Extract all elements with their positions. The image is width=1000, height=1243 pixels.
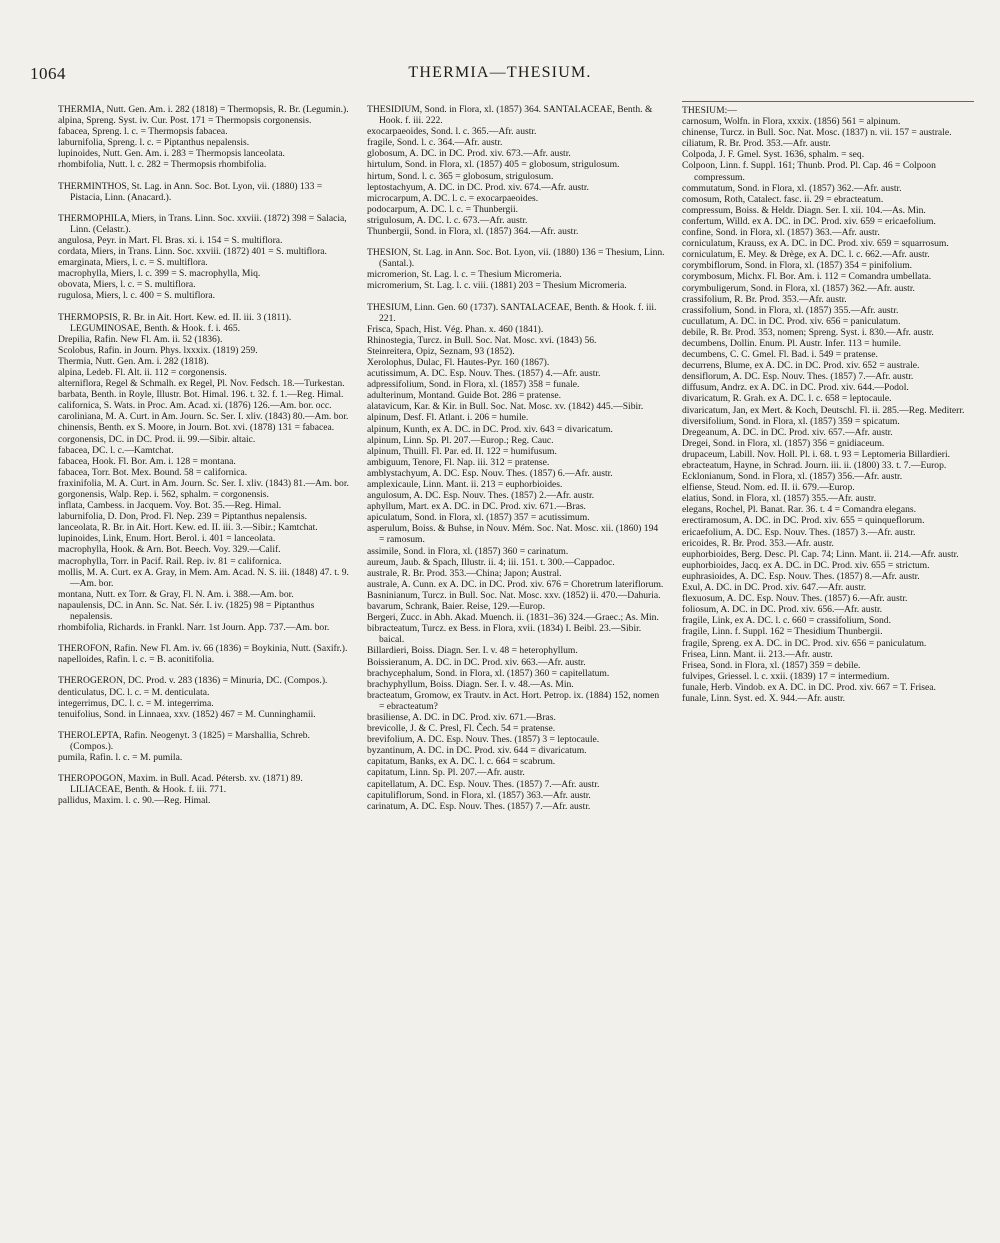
- species-entry: euphorbioides, Jacq. ex A. DC. in DC. Prod. xiv. 655 = strictum.: [682, 559, 930, 571]
- genus-entry: THESIDIUM, Sond. in Flora, xl. (1857) 364. SANTALACEAE, Benth. & Hook. f. iii. 222.: [367, 104, 653, 127]
- species-entry: funale, Linn. Syst. ed. X. 944.—Afr. austr.: [682, 692, 846, 704]
- species-entry: assimile, Sond. in Flora, xl. (1857) 360 = carinatum.: [367, 545, 569, 557]
- species-entry: alpinum, Kunth, ex A. DC. in DC. Prod. xiv. 643 = divaricatum.: [367, 423, 613, 435]
- species-entry: densiflorum, A. DC. Esp. Nouv. Thes. (1857) 7.—Afr. austr.: [682, 371, 914, 383]
- species-entry: Thunbergii, Sond. in Flora, xl. (1857) 364.—Afr. austr.: [367, 226, 579, 238]
- running-head: THERMIA—THESIUM.: [408, 64, 592, 81]
- species-entry: byzantinum, A. DC. in DC. Prod. xiv. 644 = divaricatum.: [367, 745, 587, 757]
- genus-entry: THEROPOGON, Maxim. in Bull. Acad. Pétersb. xv. (1871) 89. LILIACEAE, Benth. & Hook. f. iii. 771.: [58, 773, 303, 796]
- species-entry: brachycephalum, Sond. in Flora, xl. (1857) 360 = capitellatum.: [367, 667, 610, 679]
- genus-entry: THEROFON, Rafin. New Fl. Am. iv. 66 (1836) = Boykinia, Nutt. (Saxifr.).: [58, 643, 348, 655]
- species-entry: fabacea, Spreng. l. c. = Thermopsis fabacea.: [58, 126, 228, 138]
- species-entry: Rhinostegia, Turcz. in Bull. Soc. Nat. Mosc. xvi. (1843) 56.: [367, 334, 597, 346]
- species-entry: fragile, Link, ex A. DC. l. c. 660 = crassifolium, Sond.: [682, 615, 891, 627]
- genus-entry: THESIUM, Linn. Gen. 60 (1737). SANTALACEAE, Benth. & Hook. f. iii. 221.: [367, 301, 657, 324]
- species-entry: Frisca, Spach, Hist. Vég. Phan. x. 460 (1841).: [367, 323, 544, 335]
- species-entry: Ecklonianum, Sond. in Flora, xl. (1857) 356.—Afr. austr.: [682, 471, 903, 483]
- species-entry: australe, A. Cunn. ex A. DC. in DC. Prod. xiv. 676 = Choretrum lateriflorum.: [367, 578, 664, 590]
- page-number: 1064: [30, 64, 66, 83]
- species-entry: aureum, Jaub. & Spach, Illustr. ii. 4; iii. 151. t. 300.—Cappadoc.: [367, 556, 615, 568]
- species-entry: amblystachyum, A. DC. Esp. Nouv. Thes. (1857) 6.—Afr. austr.: [367, 467, 613, 479]
- species-entry: adpressifolium, Sond. in Flora, xl. (1857) 358 = funale.: [367, 379, 580, 391]
- species-entry: confertum, Willd. ex A. DC. in DC. Prod. xiv. 659 = ericaefolium.: [682, 215, 936, 227]
- species-entry: barbata, Benth. in Royle, Illustr. Bot. Himal. 196. t. 32. f. 1.—Reg. Himal.: [58, 389, 344, 401]
- species-entry: inflata, Cambess. in Jacquem. Voy. Bot. 35.—Reg. Himal.: [58, 500, 282, 512]
- species-entry: bracteatum, Gromow, ex Trautv. in Act. Hort. Petrop. ix. (1884) 152, nomen = ebracteatum?: [367, 689, 660, 712]
- species-entry: fulvipes, Griessel. l. c. xxii. (1839) 17 = intermedium.: [682, 670, 890, 682]
- species-entry: corymbuligerum, Sond. in Flora, xl. (1857) 362.—Afr. austr.: [682, 282, 915, 294]
- species-entry: emarginata, Miers, l. c. = S. multiflora.: [58, 257, 208, 269]
- species-entry: Bergeri, Zucc. in Abh. Akad. Muench. ii. (1831–36) 324.—Graec.; As. Min.: [367, 612, 659, 624]
- species-entry: confine, Sond. in Flora, xl. (1857) 363.—Afr. austr.: [682, 227, 880, 239]
- species-entry: pallidus, Maxim. l. c. 90.—Reg. Himal.: [58, 795, 211, 807]
- species-entry: globosum, A. DC. in DC. Prod. xiv. 673.—Afr. austr.: [367, 148, 571, 160]
- species-entry: capitatum, Banks, ex A. DC. l. c. 664 = scabrum.: [367, 756, 556, 768]
- species-entry: Steinreitera, Opiz, Seznam, 93 (1852).: [367, 345, 515, 357]
- species-entry: chinense, Turcz. in Bull. Soc. Nat. Mosc. (1837) n. vii. 157 = australe.: [682, 127, 952, 139]
- species-entry: Dregei, Sond. in Flora, xl. (1857) 356 = gnidiaceum.: [682, 437, 885, 449]
- column-2: [367, 104, 665, 1194]
- species-entry: hirtulum, Sond. in Flora, xl. (1857) 405 = globosum, strigulosum.: [367, 159, 620, 171]
- species-entry: corniculatum, Krauss, ex A. DC. in DC. Prod. xiv. 659 = squarrosum.: [682, 238, 949, 250]
- species-entry: foliosum, A. DC. in DC. Prod. xiv. 656.—Afr. austr.: [682, 604, 883, 616]
- species-entry: rhombifolia, Nutt. l. c. 282 = Thermopsis rhombifolia.: [58, 159, 267, 171]
- species-entry: fabacea, Torr. Bot. Mex. Bound. 58 = californica.: [58, 466, 248, 478]
- species-entry: Scolobus, Rafin. in Journ. Phys. lxxxix. (1819) 259.: [58, 344, 258, 356]
- species-entry: drupaceum, Labill. Nov. Holl. Pl. i. 68. t. 93 = Leptomeria Billardieri.: [682, 448, 951, 460]
- species-entry: australe, R. Br. Prod. 353.—China; Japon; Austral.: [367, 567, 562, 579]
- species-entry: exocarpaeoides, Sond. l. c. 365.—Afr. austr.: [367, 126, 537, 138]
- species-entry: Drepilia, Rafin. New Fl. Am. ii. 52 (1836).: [58, 333, 223, 345]
- species-entry: crassifolium, Sond. in Flora, xl. (1857) 355.—Afr. austr.: [682, 304, 899, 316]
- species-entry: podocarpum, A. DC. l. c. = Thunbergii.: [367, 203, 519, 215]
- species-entry: divaricatum, Jan, ex Mert. & Koch, Deutschl. Fl. ii. 285.—Reg. Mediterr.: [682, 404, 965, 416]
- species-entry: Dregeanum, A. DC. in DC. Prod. xiv. 657.—Afr. austr.: [682, 426, 893, 438]
- species-entry: hirtum, Sond. l. c. 365 = globosum, strigulosum.: [367, 170, 554, 182]
- genus-entry: THERMOPSIS, R. Br. in Ait. Hort. Kew. ed. II. iii. 3 (1811). LEGUMINOSAE, Benth. & Hook. f. i. 465.: [58, 311, 292, 334]
- species-entry: divaricatum, R. Grah. ex A. DC. l. c. 658 = leptocaule.: [682, 393, 892, 405]
- species-entry: alterniflora, Regel & Schmalh. ex Regel, Pl. Nov. Fedsch. 18.—Turkestan.: [58, 378, 345, 390]
- species-entry: rugulosa, Miers, l. c. 400 = S. multiflora.: [58, 290, 216, 302]
- species-entry: adulterinum, Montand. Guide Bot. 286 = pratense.: [367, 390, 562, 402]
- species-entry: debile, R. Br. Prod. 353, nomen; Spreng. Syst. i. 830.—Afr. austr.: [682, 326, 934, 338]
- species-entry: commutatum, Sond. in Flora, xl. (1857) 362.—Afr. austr.: [682, 182, 902, 194]
- species-entry: alatavicum, Kar. & Kir. in Bull. Soc. Nat. Mosc. xv. (1842) 445.—Sibir.: [367, 401, 644, 413]
- species-entry: napelloides, Rafin. l. c. = B. aconitifolia.: [58, 654, 215, 666]
- species-entry: macrophylla, Hook. & Arn. Bot. Beech. Voy. 329.—Calif.: [58, 544, 281, 556]
- species-entry: corniculatum, E. Mey. & Drège, ex A. DC. l. c. 662.—Afr. austr.: [682, 249, 930, 261]
- species-entry: bibracteatum, Turcz. ex Bess. in Flora, xvii. (1834) I. Beibl. 23.—Sibir. baical.: [367, 623, 642, 646]
- species-entry: Exul, A. DC. in DC. Prod. xiv. 647.—Afr. austr.: [682, 582, 867, 594]
- species-entry: lupinoides, Link, Enum. Hort. Berol. i. 401 = lanceolata.: [58, 533, 276, 545]
- species-entry: ericoides, R. Br. Prod. 353.—Afr. austr.: [682, 537, 834, 549]
- species-entry: Thermia, Nutt. Gen. Am. i. 282 (1818).: [58, 355, 209, 367]
- species-entry: angulosa, Peyr. in Mart. Fl. Bras. xi. i. 154 = S. multiflora.: [58, 234, 283, 246]
- species-entry: obovata, Miers, l. c. = S. multiflora.: [58, 279, 196, 291]
- species-entry: capitellatum, A. DC. Esp. Nouv. Thes. (1857) 7.—Afr. austr.: [367, 778, 600, 790]
- species-entry: decurrens, Blume, ex A. DC. in DC. Prod. xiv. 652 = australe.: [682, 360, 920, 372]
- species-entry: Xerolophus, Dulac, Fl. Hautes-Pyr. 160 (1867).: [367, 356, 550, 368]
- species-entry: euphrasioides, A. DC. Esp. Nouv. Thes. (1857) 8.—Afr. austr.: [682, 570, 920, 582]
- species-entry: macrophylla, Miers, l. c. 399 = S. macrophylla, Miq.: [58, 268, 261, 280]
- species-entry: acutissimum, A. DC. Esp. Nouv. Thes. (1857) 4.—Afr. austr.: [367, 368, 601, 380]
- species-entry: ebracteatum, Hayne, in Schrad. Journ. iii. ii. (1800) 33. t. 7.—Europ.: [682, 460, 947, 471]
- species-entry: micromerium, St. Lag. l. c. viii. (1881) 203 = Thesium Micromeria.: [367, 280, 627, 292]
- species-entry: napaulensis, DC. in Ann. Sc. Nat. Sér. I. iv. (1825) 98 = Piptanthus nepalensis.: [58, 599, 315, 623]
- species-entry: caroliniana, M. A. Curt. in Am. Journ. Sc. Ser. I. xliv. (1843) 80.—Am. bor.: [58, 411, 349, 423]
- species-entry: Boissieranum, A. DC. in DC. Prod. xiv. 663.—Afr. austr.: [367, 656, 586, 668]
- species-entry: Frisea, Sond. in Flora, xl. (1857) 359 = debile.: [682, 659, 861, 671]
- species-entry: brachyphyllum, Boiss. Diagn. Ser. I. v. 48.—As. Min.: [367, 678, 574, 690]
- genus-entry: THERMIA, Nutt. Gen. Am. i. 282 (1818) = Thermopsis, R. Br. (Legumin.).: [58, 104, 349, 115]
- species-entry: capitatum, Linn. Sp. Pl. 207.—Afr. austr.: [367, 767, 525, 779]
- species-entry: fabacea, DC. l. c.—Kamtchat.: [58, 444, 174, 456]
- species-entry: lanceolata, R. Br. in Ait. Hort. Kew. ed. II. iii. 3.—Sibir.; Kamtchat.: [58, 522, 318, 534]
- species-entry: brasiliense, A. DC. in DC. Prod. xiv. 671.—Bras.: [367, 711, 556, 723]
- species-entry: fraxinifolia, M. A. Curt. in Am. Journ. Sc. Ser. I. xliv. (1843) 81.—Am. bor.: [58, 477, 349, 489]
- species-entry: diversifolium, Sond. in Flora, xl. (1857) 359 = spicatum.: [682, 415, 900, 427]
- species-entry: strigulosum, A. DC. l. c. 673.—Afr. austr.: [367, 214, 528, 226]
- species-entry: brevifolium, A. DC. Esp. Nouv. Thes. (1857) 3 = leptocaule.: [367, 734, 600, 746]
- species-entry: bavarum, Schrank, Baier. Reise, 129.—Europ.: [367, 601, 545, 613]
- species-entry: fragile, Sond. l. c. 364.—Afr. austr.: [367, 137, 503, 149]
- species-entry: carnosum, Wolfn. in Flora, xxxix. (1856) 561 = alpinum.: [682, 116, 901, 128]
- species-entry: elatius, Sond. in Flora, xl. (1857) 355.—Afr. austr.: [682, 493, 876, 505]
- species-entry: ericaefolium, A. DC. Esp. Nouv. Thes. (1857) 3.—Afr. austr.: [682, 526, 916, 538]
- species-entry: californica, S. Wats. in Proc. Am. Acad. xi. (1876) 126.—Am. bor. occ.: [58, 400, 332, 412]
- species-entry: montana, Nutt. ex Torr. & Gray, Fl. N. Am. i. 388.—Am. bor.: [58, 588, 294, 600]
- species-entry: apiculatum, Sond. in Flora, xl. (1857) 357 = acutissimum.: [367, 512, 590, 524]
- species-entry: fragile, Spreng. ex A. DC. in DC. Prod. xiv. 656 = paniculatum.: [682, 637, 927, 649]
- species-entry: flexuosum, A. DC. Esp. Nouv. Thes. (1857) 6.—Afr. austr.: [682, 593, 908, 605]
- species-entry: erectiramosum, A. DC. in DC. Prod. xiv. 655 = quinqueflorum.: [682, 515, 925, 527]
- species-entry: angulosum, A. DC. Esp. Nouv. Thes. (1857) 2.—Afr. austr.: [367, 490, 595, 502]
- species-entry: cordata, Miers, in Trans. Linn. Soc. xxviii. (1872) 401 = S. multiflora.: [58, 246, 327, 258]
- species-entry: funale, Herb. Vindob. ex A. DC. in DC. Prod. xiv. 667 = T. Frisea.: [682, 681, 936, 693]
- species-entry: brevicolle, J. & C. Presl, Fl. Čech. 54 = pratense.: [367, 723, 556, 735]
- species-entry: capituliflorum, Sond. in Flora, xl. (1857) 363.—Afr. austr.: [367, 789, 591, 801]
- genus-entry: THESIUM:—: [682, 105, 737, 116]
- species-entry: carinatum, A. DC. Esp. Nouv. Thes. (1857) 7.—Afr. austr.: [367, 800, 591, 812]
- species-entry: euphorbioides, Berg. Desc. Pl. Cap. 74; Linn. Mant. ii. 214.—Afr. austr.: [682, 548, 959, 560]
- species-entry: alpinum, Linn. Sp. Pl. 207.—Europ.; Reg. Cauc.: [367, 434, 554, 446]
- species-entry: alpina, Spreng. Syst. iv. Cur. Post. 171 = Thermopsis corgonensis.: [58, 115, 312, 127]
- species-entry: micromerion, St. Lag. l. c. = Thesium Micromeria.: [367, 269, 562, 281]
- species-entry: alpina, Ledeb. Fl. Alt. ii. 112 = corgonensis.: [58, 366, 227, 378]
- species-entry: denticulatus, DC. l. c. = M. denticulata.: [58, 686, 210, 698]
- species-entry: macrophylla, Torr. in Pacif. Rail. Rep. iv. 81 = californica.: [58, 555, 282, 567]
- species-entry: comosum, Roth, Catalect. fasc. ii. 29 = ebracteatum.: [682, 193, 884, 205]
- species-entry: Billardieri, Boiss. Diagn. Ser. I. v. 48 = heterophyllum.: [367, 645, 578, 657]
- species-entry: crassifolium, R. Br. Prod. 353.—Afr. austr.: [682, 293, 847, 305]
- column-3: [682, 101, 974, 1195]
- species-entry: Frisea, Linn. Mant. ii. 213.—Afr. austr.: [682, 648, 833, 660]
- species-entry: elfiense, Steud. Nom. ed. II. ii. 679.—Europ.: [682, 482, 855, 494]
- genus-entry: THERMOPHILA, Miers, in Trans. Linn. Soc. xxviii. (1872) 398 = Salacia, Linn. (Celastr.).: [58, 212, 347, 235]
- species-entry: corymbiflorum, Sond. in Flora, xl. (1857) 354 = pinifolium.: [682, 260, 913, 272]
- species-entry: laburnifolia, D. Don, Prod. Fl. Nep. 239 = Piptanthus nepalensis.: [58, 511, 307, 523]
- species-entry: diffusum, Andrz. ex A. DC. in DC. Prod. xiv. 644.—Podol.: [682, 382, 909, 394]
- species-entry: lupinoides, Nutt. Gen. Am. i. 283 = Thermopsis lanceolata.: [58, 148, 285, 160]
- species-entry: laburnifolia, Spreng. l. c. = Piptanthus nepalensis.: [58, 137, 250, 149]
- species-entry: elegans, Rochel, Pl. Banat. Rar. 36. t. 4 = Comandra elegans.: [682, 504, 917, 516]
- species-entry: decumbens, Dollin. Enum. Pl. Austr. Infer. 113 = humile.: [682, 337, 902, 349]
- species-entry: ciliatum, R. Br. Prod. 353.—Afr. austr.: [682, 138, 831, 150]
- species-entry: alpinum, Desf. Fl. Atlant. i. 206 = humile.: [367, 412, 529, 424]
- species-entry: Basninianum, Turcz. in Bull. Soc. Nat. Mosc. xxv. (1852) ii. 470.—Dahuria.: [367, 589, 661, 601]
- species-entry: gorgonensis, Walp. Rep. i. 562, sphalm. = corgonensis.: [58, 489, 269, 500]
- column-1: [58, 104, 350, 1194]
- species-entry: leptostachyum, A. DC. in DC. Prod. xiv. 674.—Afr. austr.: [367, 181, 589, 193]
- genus-entry: THERMINTHOS, St. Lag. in Ann. Soc. Bot. Lyon, vii. (1880) 133 = Pistacia, Linn. (Anacard.).: [58, 180, 323, 203]
- species-entry: alpinum, Thuill. Fl. Par. ed. II. 122 = humifusum.: [367, 445, 557, 457]
- species-entry: pumila, Rafin. l. c. = M. pumila.: [58, 751, 183, 763]
- genus-entry: THEROLEPTA, Rafin. Neogenyt. 3 (1825) = Marshallia, Schreb. (Compos.).: [58, 729, 310, 752]
- genus-entry: THESION, St. Lag. in Ann. Soc. Bot. Lyon, vii. (1880) 136 = Thesium, Linn. (Santal.).: [367, 247, 665, 270]
- species-entry: cucullatum, A. DC. in DC. Prod. xiv. 656 = paniculatum.: [682, 315, 901, 327]
- species-entry: fragile, Linn. f. Suppl. 162 = Thesidium Thunbergii.: [682, 626, 883, 638]
- species-entry: asperulum, Boiss. & Buhse, in Nouv. Mém. Soc. Nat. Mosc. xii. (1860) 194 = ramosum.: [367, 523, 659, 546]
- species-entry: corgonensis, DC. in DC. Prod. ii. 99.—Sibir. altaic.: [58, 433, 256, 445]
- species-entry: rhombifolia, Richards. in Frankl. Narr. 1st Journ. App. 737.—Am. bor.: [58, 622, 330, 634]
- species-entry: compressum, Boiss. & Heldr. Diagn. Ser. I. xii. 104.—As. Min.: [682, 204, 926, 216]
- genus-entry: THEROGERON, DC. Prod. v. 283 (1836) = Minuria, DC. (Compos.).: [58, 675, 328, 687]
- species-entry: amplexicaule, Linn. Mant. ii. 213 = euphorbioides.: [367, 479, 563, 490]
- species-entry: ambiguum, Tenore, Fl. Nap. iii. 312 = pratense.: [367, 456, 550, 468]
- species-entry: corymbosum, Michx. Fl. Bor. Am. i. 112 = Comandra umbellata.: [682, 271, 932, 283]
- species-entry: microcarpum, A. DC. l. c. = exocarpaeoides.: [367, 192, 539, 204]
- species-entry: Colpoon, Linn. f. Suppl. 161; Thunb. Prod. Pl. Cap. 46 = Colpoon compressum.: [682, 160, 936, 183]
- species-entry: chinensis, Benth. ex S. Moore, in Journ. Bot. xvi. (1878) 131 = fabacea.: [58, 422, 335, 434]
- species-entry: decumbens, C. C. Gmel. Fl. Bad. i. 549 = pratense.: [682, 349, 878, 361]
- species-entry: mollis, M. A. Curt. ex A. Gray, in Mem. Am. Acad. N. S. iii. (1848) 47. t. 9.—Am. bor.: [58, 566, 349, 589]
- species-entry: Colpoda, J. F. Gmel. Syst. 1636, sphalm. = seq.: [682, 149, 865, 161]
- species-entry: fabacea, Hook. Fl. Bor. Am. i. 128 = montana.: [58, 455, 236, 467]
- species-entry: integerrimus, DC. l. c. = M. integerrima.: [58, 697, 214, 709]
- species-entry: aphyllum, Mart. ex A. DC. in DC. Prod. xiv. 671.—Bras.: [367, 501, 586, 513]
- species-entry: tenuifolius, Sond. in Linnaea, xxv. (1852) 467 = M. Cunninghamii.: [58, 708, 316, 720]
